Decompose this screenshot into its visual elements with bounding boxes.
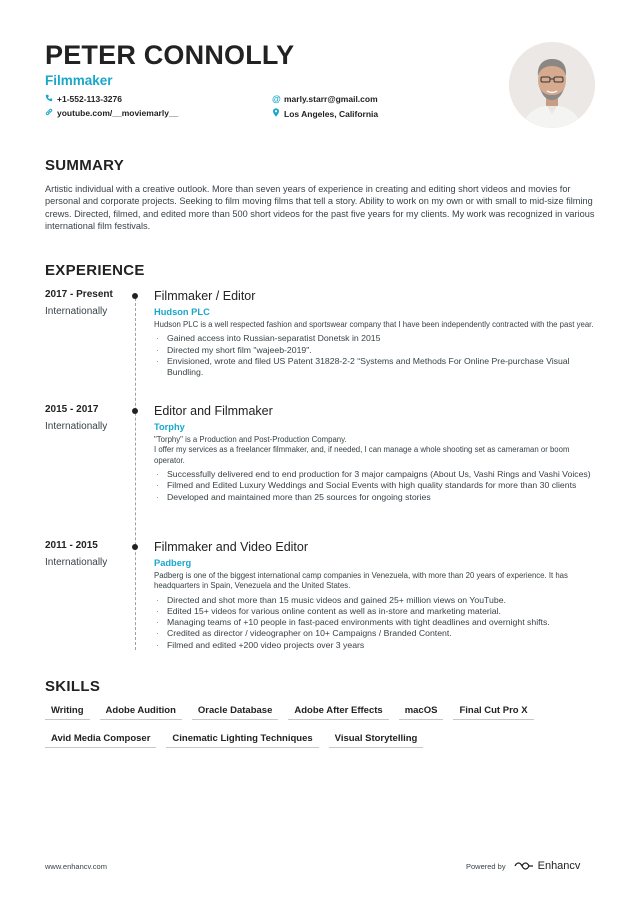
footer-powered-by <box>466 860 580 872</box>
job-title: Filmmaker / Editor <box>154 289 256 303</box>
list-item: · Directed my short film "wajeeb-2019". <box>154 345 599 356</box>
link-icon <box>45 108 53 118</box>
job-date: 2011 - 2015 <box>45 540 98 551</box>
job-description: Padberg is one of the biggest international camp companies in Venezuela, with more than 20 years of experience. It has headquarters in Spain, Venezuela and the United States. <box>154 571 568 591</box>
job-date: 2015 - 2017 <box>45 404 99 415</box>
job-title: Editor and Filmmaker <box>154 404 273 418</box>
timeline-dot <box>132 293 138 299</box>
skills-list <box>45 705 605 748</box>
job-date: 2017 - Present <box>45 289 113 300</box>
job-company: Padberg <box>154 558 192 568</box>
list-item: · Managing teams of +10 people in fast-paced environments with tight deadlines and overnight shifts. <box>154 617 599 628</box>
job-title: Filmmaker and Video Editor <box>154 540 309 554</box>
list-item: · Filmed and edited +200 video projects over 3 years <box>154 640 599 651</box>
phone-icon <box>45 94 53 104</box>
footer-url[interactable]: www.enhancv.com <box>45 862 107 871</box>
contact-email[interactable] <box>272 94 378 104</box>
job-description: "Torphy" is a Production and Post-Production Company. I offer my services as a freelancer filmmaker, and, if needed, I can manage a whole shooting set as cameraman or boom operator. <box>154 435 570 465</box>
at-icon: @ <box>272 94 281 104</box>
job-bullets <box>154 333 599 378</box>
phone-text: +1-552-113-3276 <box>57 94 122 104</box>
job-company: Torphy <box>154 422 185 432</box>
experience-heading: EXPERIENCE <box>45 262 145 279</box>
email-text[interactable]: marly.starr@gmail.com <box>284 94 378 104</box>
skill-tag: Adobe Audition <box>100 705 182 720</box>
list-item: · Successfully delivered end to end production for 3 major campaigns (About Us, Vashi Rings and Vashi Voices) <box>154 469 599 480</box>
job-company: Hudson PLC <box>154 307 210 317</box>
summary-text: Artistic individual with a creative outlook. More than seven years of experience in creating and editing short videos and movies for personal and corporate projects. Seeking to film moving films that tell a story. Ability to work on my own or with small to mid-size filming crews. Directed, filmed, and edited more than 500 short videos for the past five years for my clients. My work was recognized in various international film festivals. <box>45 184 595 232</box>
summary-heading: SUMMARY <box>45 157 125 174</box>
candidate-role: Filmmaker <box>45 73 113 88</box>
skill-tag: macOS <box>399 705 444 720</box>
location-text: Los Angeles, California <box>284 108 379 119</box>
list-item: · Gained access into Russian-separatist Donetsk in 2015 <box>154 333 599 344</box>
skill-tag: Writing <box>45 705 90 720</box>
contact-location <box>272 108 378 119</box>
job-location: Internationally <box>45 421 108 432</box>
contact-website[interactable] <box>45 108 178 118</box>
skill-tag: Visual Storytelling <box>329 733 424 748</box>
timeline-dot <box>132 544 138 550</box>
list-item: · Credited as director / videographer on 10+ Campaigns / Branded Content. <box>154 628 599 639</box>
timeline-line <box>135 298 136 650</box>
job-description: Hudson PLC is a well respected fashion and sportswear company that I have been independently contracted with the past year. <box>154 320 594 329</box>
job-bullets <box>154 595 599 651</box>
enhancv-logo-icon <box>514 861 534 871</box>
candidate-name: PETER CONNOLLY <box>45 40 295 70</box>
location-pin-icon <box>272 108 280 119</box>
skill-tag: Final Cut Pro X <box>453 705 533 720</box>
enhancv-brand-text: Enhancv <box>537 860 581 872</box>
skill-tag: Adobe After Effects <box>288 705 388 720</box>
list-item: · Envisioned, wrote and filed US Patent 31828-2-2 “Systems and Methods For Online Pre-purchase Visual Bundling. <box>154 356 599 378</box>
skill-tag: Cinematic Lighting Techniques <box>166 733 318 748</box>
enhancv-logo[interactable] <box>514 860 581 872</box>
skills-heading: SKILLS <box>45 678 101 695</box>
list-item: · Developed and maintained more than 25 sources for ongoing stories <box>154 492 599 503</box>
list-item: · Directed and shot more than 15 music videos and gained 25+ million views on YouTube. <box>154 595 599 606</box>
job-location: Internationally <box>45 557 108 568</box>
powered-by-text: Powered by <box>466 861 506 871</box>
skill-tag: Oracle Database <box>192 705 278 720</box>
contact-phone <box>45 94 122 104</box>
profile-photo <box>509 42 595 128</box>
timeline-dot <box>132 408 138 414</box>
list-item: · Filmed and Edited Luxury Weddings and Social Events with high quality standards for more than 30 clients <box>154 480 599 491</box>
job-location: Internationally <box>45 306 108 317</box>
skill-tag: Avid Media Composer <box>45 733 156 748</box>
job-bullets <box>154 469 599 503</box>
list-item: · Edited 15+ videos for various online content as well as in-store and marketing material. <box>154 606 599 617</box>
website-text[interactable]: youtube.com/__moviemarly__ <box>57 108 179 118</box>
